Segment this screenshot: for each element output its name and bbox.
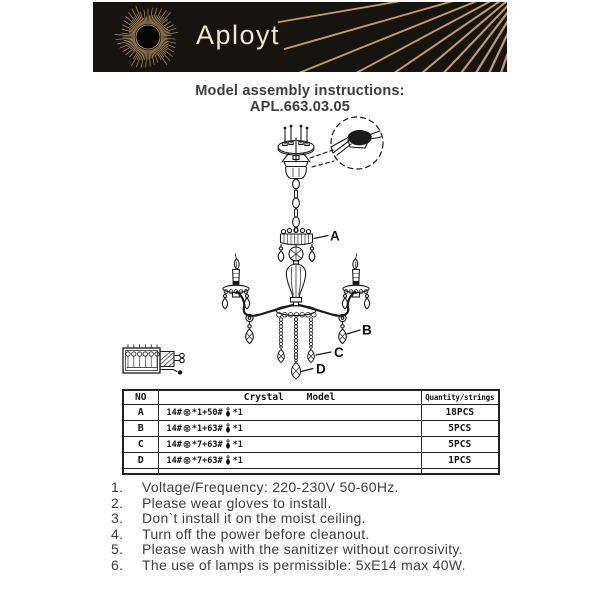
instruction-number: 1.: [111, 479, 124, 495]
spec-text: 14#: [166, 439, 182, 450]
spec-text: *1: [232, 423, 243, 434]
faceted-bead-icon: [183, 424, 191, 433]
teardrop-pendant-icon: [224, 439, 232, 450]
spec-text: *1+50#: [191, 407, 223, 418]
label-d: D: [316, 361, 326, 377]
row-qty: 18PCS: [421, 405, 499, 421]
instruction-text: Voltage/Frequency: 220-230V 50-60Hz.: [142, 479, 399, 495]
instruction-number: 3.: [111, 510, 124, 527]
row-qty: 5PCS: [421, 421, 499, 437]
row-no: C: [123, 437, 158, 453]
spec-text: 14#: [166, 455, 182, 466]
crown-part-a: [278, 228, 315, 261]
table-row: [123, 421, 499, 437]
instruction-item: [111, 542, 531, 558]
instruction-text: Please wear gloves to install.: [142, 494, 332, 511]
hanging-chain: [293, 179, 300, 232]
faceted-bead-icon: [183, 456, 191, 465]
instruction-item: [111, 527, 531, 543]
label-a: A: [330, 228, 340, 244]
teardrop-pendant-icon: [224, 423, 232, 434]
instruction-number: 2.: [111, 494, 124, 511]
spec-text: 14#: [166, 407, 182, 418]
terminal-block-diagram: [123, 345, 184, 375]
instruction-number: 4.: [111, 525, 124, 542]
left-candle: [222, 254, 249, 309]
label-c: C: [334, 345, 344, 360]
bead-strand-left: [278, 318, 285, 363]
spec-text: *7+63#: [191, 455, 223, 466]
instruction-item: [111, 558, 531, 574]
spec-text: 14#: [166, 423, 182, 434]
instruction-text: Don`t install it on the moist ceiling.: [142, 510, 366, 527]
bead-strand-right: [308, 318, 315, 363]
spec-text: *1+63#: [191, 423, 223, 434]
table-header-row: [123, 390, 499, 405]
table-row: [123, 437, 499, 453]
page-title: Model assembly instructions:: [195, 83, 405, 99]
row-qty: 5PCS: [421, 437, 499, 453]
spec-text: *1: [232, 407, 243, 418]
col-header-qty: Quantity/strings: [421, 390, 499, 405]
canopy: [284, 162, 308, 179]
spec-text: *1: [232, 439, 243, 450]
right-candle: [342, 254, 369, 309]
parts-table: [122, 389, 500, 475]
brand-wordmark: Aployt: [196, 20, 281, 50]
row-no: D: [123, 453, 158, 469]
wiring-detail-inset-circle: [310, 117, 383, 169]
row-no: B: [123, 421, 158, 437]
col-header-model: Crystal Model: [158, 390, 421, 405]
faceted-bead-icon: [183, 408, 191, 417]
table-row: [123, 453, 499, 469]
row-no: A: [123, 405, 158, 421]
faceted-bead-icon: [183, 440, 191, 449]
instruction-text: Turn off the power before cleanout.: [142, 525, 370, 542]
instruction-number: 5.: [111, 541, 124, 558]
model-number: APL.663.03.05: [249, 98, 351, 115]
spec-text: *7+63#: [191, 439, 223, 450]
bead-strand-center: [291, 318, 300, 379]
instruction-text: The use of lamps is permissible: 5xE14 max 40W.: [142, 556, 466, 573]
instructions-list: [111, 480, 531, 574]
table-row: [123, 405, 499, 421]
center-stem: [286, 247, 305, 306]
row-qty: 1PCS: [421, 453, 499, 469]
instruction-number: 6.: [111, 556, 124, 573]
col-header-no: NO: [123, 390, 158, 405]
instruction-item: [111, 496, 531, 512]
instruction-item: [111, 480, 531, 496]
spec-text: *1: [232, 455, 243, 466]
label-b: B: [362, 322, 372, 338]
teardrop-pendant-icon: [224, 455, 232, 466]
instruction-item: [111, 511, 531, 527]
instruction-text: Please wash with the sanitizer without corrosivity.: [142, 541, 463, 558]
teardrop-pendant-icon: [224, 407, 232, 418]
table-filler-row: [123, 469, 499, 475]
ceiling-mount-plate: [278, 125, 314, 162]
